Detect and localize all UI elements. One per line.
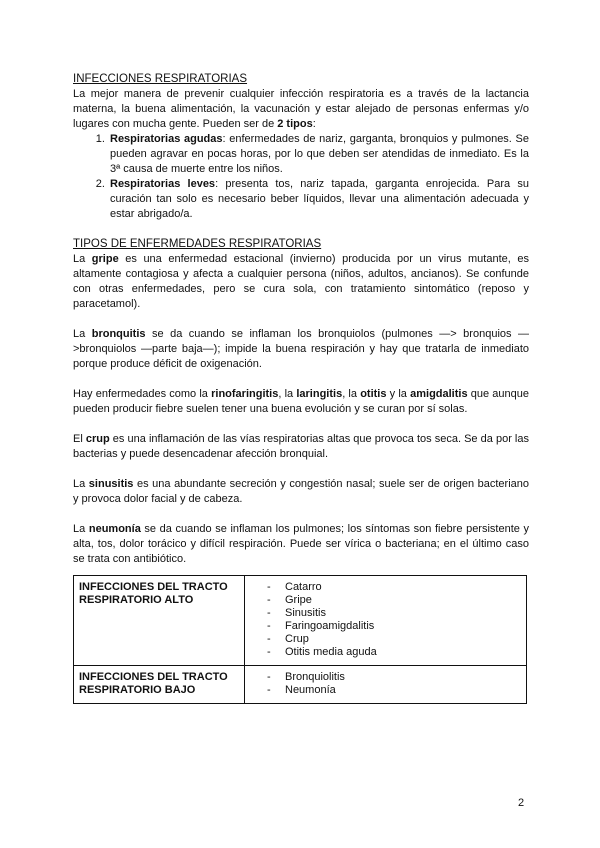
paragraph-crup: El crup es una inflamación de las vías respiratorias altas que provoca tos seca. Se da por las bacterias y puede desencadenar afección bronquial. — [73, 433, 529, 460]
paragraph-varias: Hay enfermedades como la rinofaringitis, la laringitis, la otitis y la amigdalitis que aunque pueden producir fiebre suelen tener una buena evolución y se curan por sí solas. — [73, 388, 530, 415]
paragraph-gripe: La gripe es una enfermedad estacional (invierno) producida por un virus mutante, es altamente contagiosa y afecta a cualquier persona (niños, adultos, ancianos). Se confunde con otras enfermedades, pero se cura sola, con tratamiento sintomático (reposo y paracetamol). — [73, 253, 529, 310]
table-row-label: INFECCIONES DEL TRACTO RESPIRATORIO ALTO — [74, 576, 245, 666]
section-heading-infecciones: INFECCIONES RESPIRATORIAS — [73, 73, 248, 85]
list-item: - Faringoamigdalitis — [267, 620, 521, 633]
list-item: - Otitis media aguda — [267, 646, 521, 659]
list-item: - Bronquiolitis — [267, 671, 521, 684]
page-number: 2 — [518, 797, 525, 809]
table-row-items — [245, 576, 527, 666]
paragraph-neumonia: La neumonía se da cuando se inflaman los pulmones; los síntomas son fiebre persistente y alta, tos, dolor torácico y difícil respiración. Puede ser vírica o bacteriana; en el último caso se trata con antibiótico. — [73, 523, 529, 565]
list-item: - Sinusitis — [267, 607, 521, 620]
list-item: - Gripe — [267, 594, 521, 607]
infection-list — [250, 671, 521, 697]
page-content — [73, 72, 529, 704]
paragraph-bronquitis: La bronquitis se da cuando se inflaman los bronquiolos (pulmones —> bronquios —>bronquiolos —parte baja—); impide la buena respiración y hay que tratarla de inmediato porque produce déficit de oxigenación. — [73, 328, 529, 370]
list-item: - Neumonía — [267, 684, 521, 697]
paragraph-sinusitis: La sinusitis es una abundante secreción y congestión nasal; suele ser de origen bacteriano y provoca dolor facial y de cabeza. — [73, 478, 529, 505]
list-item: - Crup — [267, 633, 521, 646]
list-item: 1. Respiratorias agudas: enfermedades de nariz, garganta, bronquios y pulmones. Se pueden agravar en pocas horas, por lo que deben ser atendidas de inmediato. Es la 3ª causa de muerte entre los niños. — [108, 132, 529, 177]
table-row-label: INFECCIONES DEL TRACTO RESPIRATORIO BAJO — [74, 666, 245, 704]
intro-paragraph: La mejor manera de prevenir cualquier infección respiratoria es a través de la lactancia materna, la buena alimentación, la vacunación y estar alejado de personas enfermas y/o lugares con mucha gente. Pueden ser de 2 tipos: — [73, 88, 529, 130]
section-heading-tipos: TIPOS DE ENFERMEDADES RESPIRATORIAS — [73, 238, 322, 250]
table-row-items — [245, 666, 527, 704]
infection-list — [250, 581, 521, 659]
intro-bold-term: 2 tipos — [277, 118, 313, 130]
list-item: - Catarro — [267, 581, 521, 594]
table-row — [74, 666, 527, 704]
list-item: 2. Respiratorias leves: presenta tos, nariz tapada, garganta enrojecida. Para su curación tan solo es necesario beber líquidos, llevar una alimentación adecuada y estar abrigado/a. — [108, 177, 529, 222]
infections-table — [73, 575, 527, 704]
table-row — [74, 576, 527, 666]
infection-types-list — [73, 132, 529, 222]
